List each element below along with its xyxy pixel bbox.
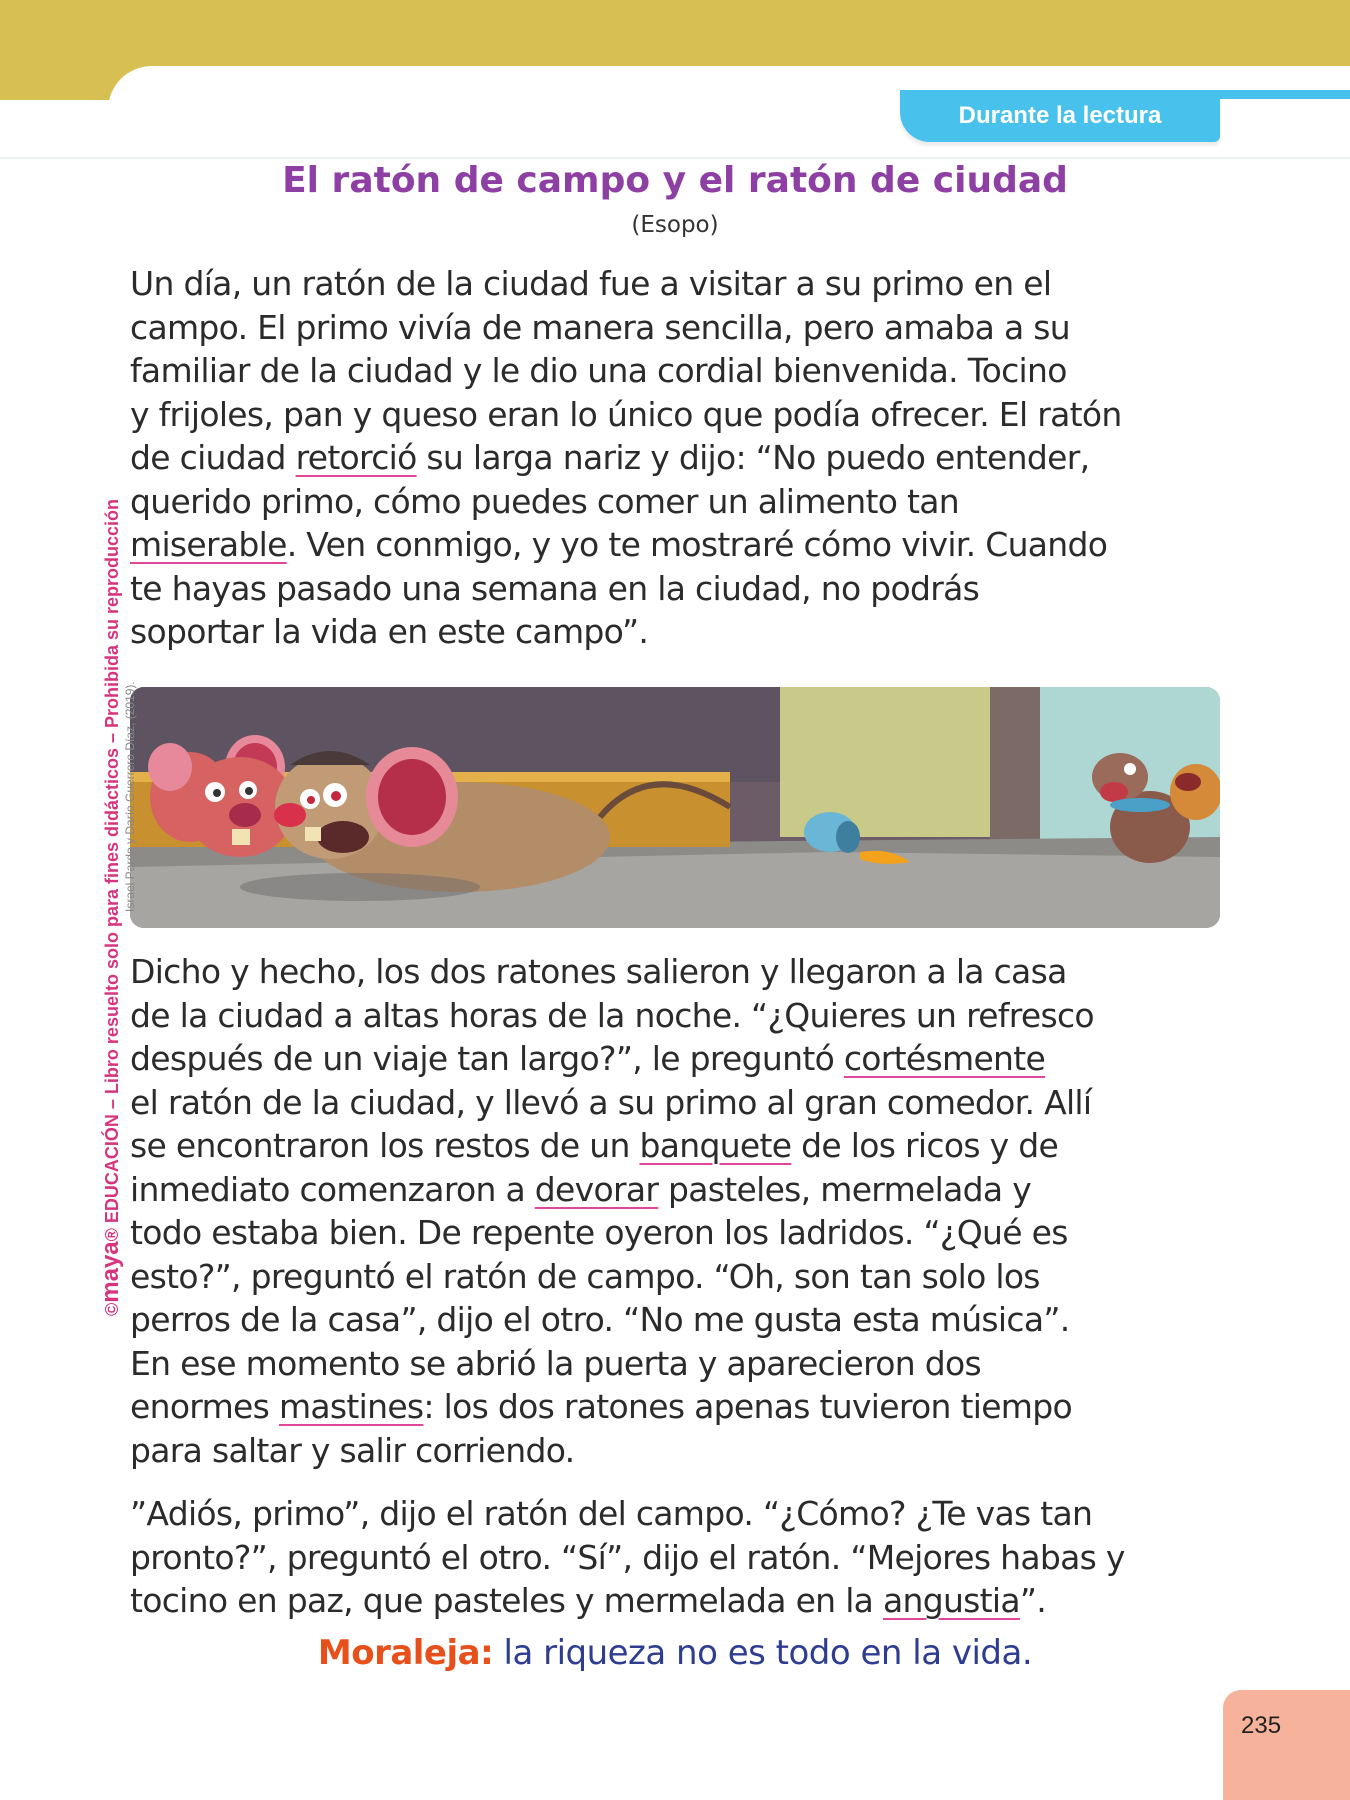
text-line: de la ciudad a altas horas de la noche. “¿Quieres un refresco — [130, 995, 1094, 1035]
paragraph-2 — [130, 950, 1240, 1472]
text-line — [130, 1579, 1240, 1623]
story-author: (Esopo) — [631, 212, 719, 238]
copyright-notice — [97, 316, 125, 1316]
text-segment: . Ven conmigo, y yo te mostraré cómo vivir. Cuando — [286, 525, 1108, 564]
moral-label: Moraleja: — [317, 1633, 494, 1673]
glossary-word: retorció — [295, 438, 417, 477]
text-line: ”Adiós, primo”, dijo el ratón del campo. “¿Cómo? ¿Te vas tan — [130, 1494, 1093, 1533]
text-line: perros de la casa”, dijo el otro. “No me gusta esta música”. — [130, 1300, 1070, 1339]
text-line: Un día, un ratón de la ciudad fue a visitar a su primo en el — [130, 264, 1052, 303]
text-segment: ”. — [1019, 1581, 1047, 1620]
text-line — [130, 1037, 1240, 1081]
text-line: Dicho y hecho, los dos ratones salieron y llegaron a la casa — [130, 952, 1067, 991]
text-segment: enormes — [130, 1387, 279, 1426]
glossary-word: cortésmente — [843, 1039, 1046, 1078]
text-segment: tocino en paz, que pasteles y mermelada en la — [130, 1581, 883, 1620]
header-divider — [0, 157, 1350, 159]
text-line: para saltar y salir corriendo. — [130, 1430, 575, 1470]
text-line: querido primo, cómo puedes comer un alimento tan — [130, 481, 959, 521]
text-line: familiar de la ciudad y le dio una cordial bienvenida. Tocino — [130, 351, 1067, 390]
text-line: esto?”, preguntó el ratón de campo. “Oh, son tan solo los — [130, 1256, 1040, 1296]
paragraph-3 — [130, 1492, 1240, 1623]
text-segment: se encontraron los restos de un — [130, 1126, 640, 1165]
glossary-word: banquete — [639, 1126, 792, 1165]
copyright-symbol: © — [102, 1302, 122, 1316]
text-line: te hayas pasado una semana en la ciudad, no podrás — [130, 568, 980, 608]
text-segment: de los ricos y de — [791, 1126, 1059, 1165]
brand-logo-text: maya — [97, 1241, 124, 1303]
text-segment: : los dos ratones apenas tuvieron tiempo — [423, 1387, 1072, 1426]
text-line: y frijoles, pan y queso eran lo único que podía ofrecer. El ratón — [130, 394, 1122, 434]
text-line — [130, 436, 1240, 480]
glossary-word: miserable — [130, 525, 287, 564]
text-line: campo. El primo vivía de manera sencilla, pero amaba a su — [130, 307, 1070, 347]
text-line — [130, 1168, 1240, 1212]
page-number: 235 — [1241, 1712, 1282, 1739]
story-illustration — [130, 687, 1220, 928]
moral-text: la riqueza no es todo en la vida. — [493, 1633, 1033, 1673]
story-title: El ratón de campo y el ratón de ciudad — [282, 160, 1068, 201]
glossary-word: devorar — [534, 1169, 659, 1209]
text-line — [130, 523, 1240, 567]
moral — [130, 1633, 1220, 1673]
glossary-word: mastines — [278, 1387, 424, 1426]
text-line: el ratón de la ciudad, y llevó a su primo al gran comedor. Allí — [130, 1082, 1092, 1122]
text-segment: de ciudad — [130, 438, 296, 477]
paragraph-1 — [130, 262, 1240, 654]
text-line: soportar la vida en este campo”. — [130, 612, 649, 651]
page-number-tab — [1223, 1690, 1350, 1800]
text-line: pronto?”, preguntó el otro. “Sí”, dijo el ratón. “Mejores habas y — [130, 1537, 1125, 1577]
text-line: todo estaba bien. De repente oyeron los ladridos. “¿Qué es — [130, 1213, 1068, 1252]
text-line: En ese momento se abrió la puerta y aparecieron dos — [130, 1343, 981, 1383]
text-segment: inmediato comenzaron a — [130, 1169, 535, 1209]
text-segment: después de un viaje tan largo?”, le preguntó — [130, 1039, 844, 1078]
glossary-word: angustia — [882, 1581, 1020, 1620]
text-line — [130, 1124, 1240, 1168]
text-segment: pasteles, mermelada y — [658, 1169, 1032, 1209]
section-tab: Durante la lectura — [900, 90, 1220, 142]
copyright-text: ® EDUCACIÓN – Libro resuelto solo para fines didácticos – Prohibida su reproducción — [102, 498, 122, 1242]
text-line — [130, 1385, 1240, 1429]
illustration-credit: Israel Pardo y Darío Guerrero Díaz, (2019). — [123, 681, 137, 912]
section-stripe — [1200, 90, 1350, 99]
text-segment: su larga nariz y dijo: “No puedo entender, — [416, 438, 1090, 477]
